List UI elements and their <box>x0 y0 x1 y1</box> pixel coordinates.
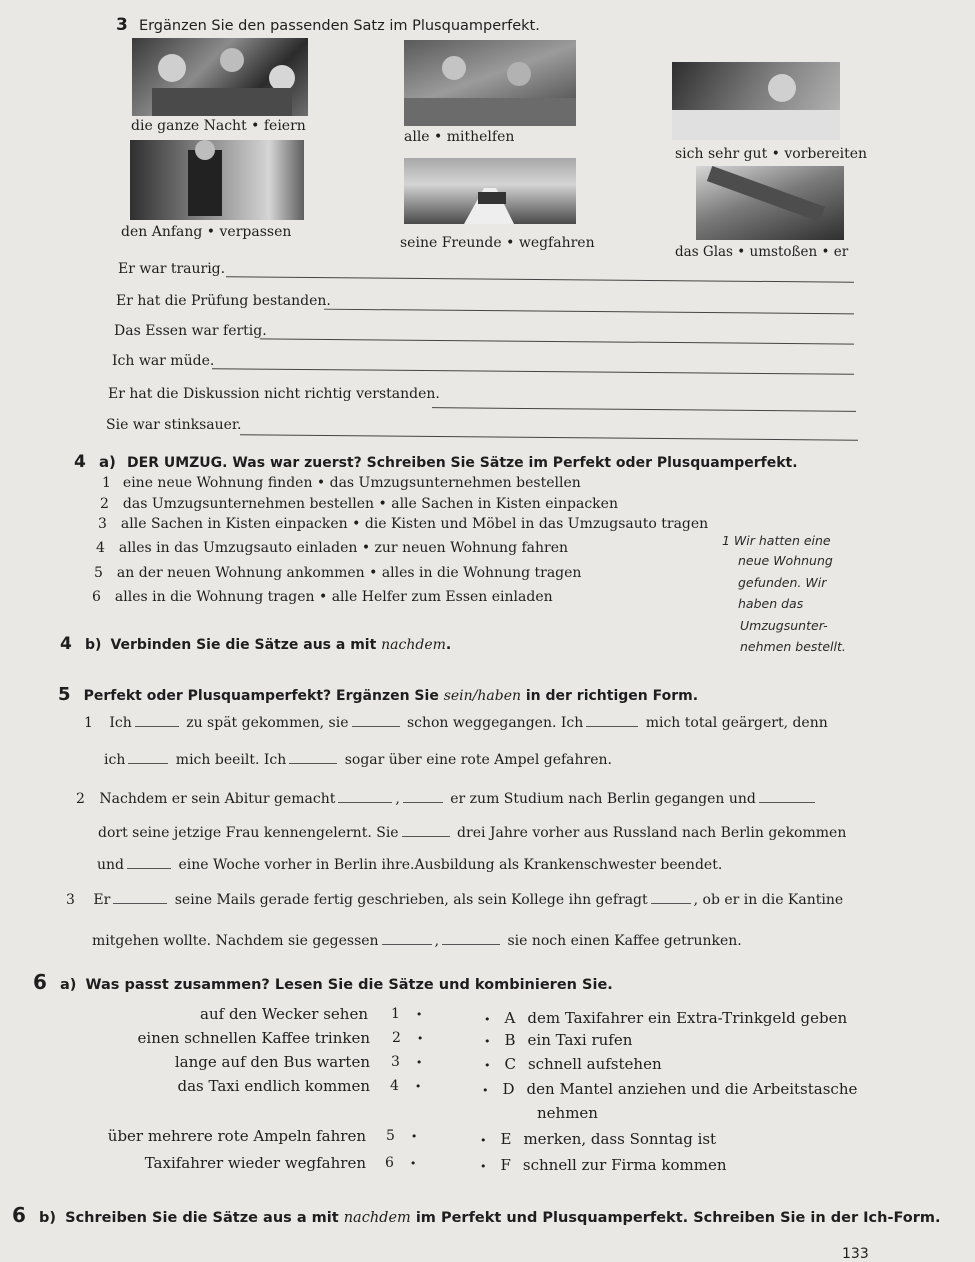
exercise-part: b) <box>84 637 102 653</box>
ex3-sentence-3: Das Essen war fertig. <box>114 323 267 339</box>
answer-line[interactable] <box>260 338 854 344</box>
answer-line[interactable] <box>240 434 858 440</box>
match-num-5: 5 • <box>386 1128 418 1144</box>
handwriting-line-2: neue Wohnung <box>738 553 833 568</box>
item-number: 5 <box>94 565 103 581</box>
blank[interactable] <box>127 854 171 869</box>
match-right-b: • B ein Taxi rufen <box>484 1031 633 1049</box>
item-number: 2 <box>100 496 109 512</box>
ex6b-header <box>12 1203 941 1227</box>
ex3-sentence-5: Er hat die Diskussion nicht richtig verstanden. <box>108 386 440 402</box>
photo-helpers <box>404 40 576 126</box>
ex4a-item-3 <box>98 516 708 532</box>
exercise-instruction: Verbinden Sie die Sätze aus a mit nachdem. <box>110 637 452 653</box>
answer-line[interactable] <box>432 407 856 412</box>
item-text: das Umzugsunternehmen bestellen • alle Sachen in Kisten einpacken <box>122 496 618 512</box>
blank[interactable] <box>113 889 167 904</box>
item-text: alles in die Wohnung tragen • alle Helfer zum Essen einladen <box>114 589 553 605</box>
ex4b-header <box>60 634 451 654</box>
match-right-c: • C schnell aufstehen <box>484 1055 662 1073</box>
blank[interactable] <box>586 712 638 727</box>
ex3-sentence-6: Sie war stinksauer. <box>106 417 242 433</box>
ex4a-item-5 <box>94 565 581 581</box>
exercise-number: 6 <box>33 970 47 994</box>
blank[interactable] <box>135 712 179 727</box>
answer-line[interactable] <box>212 368 854 375</box>
ex5-header <box>58 684 698 705</box>
match-num-3: 3 • <box>391 1054 423 1070</box>
match-right-a: • A dem Taxifahrer ein Extra-Trinkgeld geben <box>484 1009 848 1027</box>
match-left-3: lange auf den Bus warten <box>174 1053 370 1071</box>
ex4a-item-1 <box>102 475 581 491</box>
exercise-number: 5 <box>58 684 71 705</box>
handwriting-line-6: nehmen bestellt. <box>740 639 846 654</box>
handwriting-line-1: 1 Wir hatten eine <box>722 533 831 548</box>
item-number: 6 <box>92 589 101 605</box>
blank[interactable] <box>382 930 432 945</box>
caption-mithelfen: alle • mithelfen <box>404 129 515 145</box>
match-right-d-cont: nehmen <box>537 1104 598 1122</box>
ex3-sentence-4: Ich war müde. <box>112 353 215 369</box>
item-text: alle Sachen in Kisten einpacken • die Kisten und Möbel in das Umzugsauto tragen <box>120 516 709 532</box>
caption-umstossen: das Glas • umstoßen • er <box>675 244 849 260</box>
photo-cars <box>404 158 576 224</box>
ex5-line-7: mitgehen wollte. Nachdem sie gegessen , sie noch einen Kaffee getrunken. <box>92 930 742 949</box>
item-number: 1 <box>102 475 111 491</box>
exercise-number: 4 <box>60 634 72 654</box>
blank[interactable] <box>289 749 337 764</box>
blank[interactable] <box>403 788 443 803</box>
page-number: 133 <box>842 1246 869 1262</box>
answer-line[interactable] <box>226 276 854 282</box>
match-left-2: einen schnellen Kaffee trinken <box>137 1029 370 1047</box>
match-left-5: über mehrere rote Ampeln fahren <box>107 1127 366 1145</box>
match-num-6: 6 • <box>385 1155 417 1171</box>
ex3-header <box>116 15 540 35</box>
item-text: alles in das Umzugsauto einladen • zur neuen Wohnung fahren <box>118 540 569 556</box>
ex6a-header <box>33 970 613 994</box>
exercise-number: 3 <box>116 15 128 35</box>
photo-late <box>130 140 304 220</box>
caption-vorbereiten: sich sehr gut • vorbereiten <box>675 146 868 162</box>
caption-feiern: die ganze Nacht • feiern <box>131 118 306 134</box>
ex3-sentence-1: Er war traurig. <box>118 261 226 277</box>
exercise-instruction: Was passt zusammen? Lesen Sie die Sätze und kombinieren Sie. <box>85 977 613 993</box>
handwriting-line-4: haben das <box>738 596 804 611</box>
match-left-6: Taxifahrer wieder wegfahren <box>144 1154 366 1172</box>
item-text: eine neue Wohnung finden • das Umzugsunternehmen bestellen <box>122 475 581 491</box>
blank[interactable] <box>338 788 392 803</box>
match-right-e: • E merken, dass Sonntag ist <box>480 1130 717 1148</box>
match-right-f: • F schnell zur Firma kommen <box>480 1156 727 1174</box>
blank[interactable] <box>352 712 400 727</box>
match-num-4: 4 • <box>390 1078 422 1094</box>
exercise-part: a) <box>60 977 77 993</box>
exercise-instruction: DER UMZUG. Was war zuerst? Schreiben Sie Sätze im Perfekt oder Plusquamperfekt. <box>127 455 798 471</box>
exercise-part: a) <box>98 453 116 471</box>
item-number: 4 <box>96 540 105 556</box>
match-num-1: 1 • <box>391 1006 423 1022</box>
ex4a-item-4 <box>96 540 568 556</box>
ex4a-item-2 <box>100 496 618 512</box>
match-left-1: auf den Wecker sehen <box>200 1005 368 1023</box>
photo-study <box>672 62 840 140</box>
answer-line[interactable] <box>324 309 854 315</box>
ex5-line-5: und eine Woche vorher in Berlin ihre.Ausbildung als Krankenschwester beendet. <box>97 854 722 873</box>
match-num-2: 2 • <box>392 1030 424 1046</box>
photo-glass <box>696 166 844 240</box>
ex3-sentence-2: Er hat die Prüfung bestanden. <box>116 293 331 309</box>
blank[interactable] <box>442 930 500 945</box>
match-right-d: • D den Mantel anziehen und die Arbeitstasche <box>482 1080 858 1098</box>
blank[interactable] <box>128 749 168 764</box>
caption-wegfahren: seine Freunde • wegfahren <box>400 235 595 251</box>
item-text: an der neuen Wohnung ankommen • alles in die Wohnung tragen <box>116 565 582 581</box>
blank[interactable] <box>759 788 815 803</box>
handwriting-line-3: gefunden. Wir <box>738 575 827 590</box>
exercise-number: 4 <box>74 452 86 472</box>
match-left-4: das Taxi endlich kommen <box>177 1077 370 1095</box>
exercise-part: b) <box>39 1210 57 1226</box>
ex5-line-3: 2 Nachdem er sein Abitur gemacht , er zum Studium nach Berlin gegangen und <box>76 788 818 807</box>
photo-party <box>132 38 308 116</box>
ex5-line-1: 1 Ich zu spät gekommen, sie schon weggegangen. Ich mich total geärgert, denn <box>84 712 828 731</box>
blank[interactable] <box>402 822 450 837</box>
exercise-instruction: Ergänzen Sie den passenden Satz im Plusquamperfekt. <box>138 18 540 34</box>
ex5-line-2: ich mich beeilt. Ich sogar über eine rote Ampel gefahren. <box>104 749 612 768</box>
ex4a-header <box>74 452 798 472</box>
item-number: 3 <box>98 516 107 532</box>
exercise-number: 6 <box>12 1203 26 1227</box>
exercise-instruction: Perfekt oder Plusquamperfekt? Ergänzen Sie sein/haben in der richtigen Form. <box>83 688 699 704</box>
handwriting-line-5: Umzugsunter- <box>740 618 828 633</box>
ex4a-item-6 <box>92 589 553 605</box>
ex5-line-4: dort seine jetzige Frau kennengelernt. Sie drei Jahre vorher aus Russland nach Berlin gekommen <box>98 822 846 841</box>
blank[interactable] <box>651 889 691 904</box>
caption-verpassen: den Anfang • verpassen <box>121 224 292 240</box>
ex5-line-6: 3 Er seine Mails gerade fertig geschrieben, als sein Kollege ihn gefragt , ob er in die Kantine <box>66 889 843 908</box>
exercise-instruction: Schreiben Sie die Sätze aus a mit nachdem im Perfekt und Plusquamperfekt. Schreiben Sie in der Ich-Form. <box>65 1210 941 1226</box>
